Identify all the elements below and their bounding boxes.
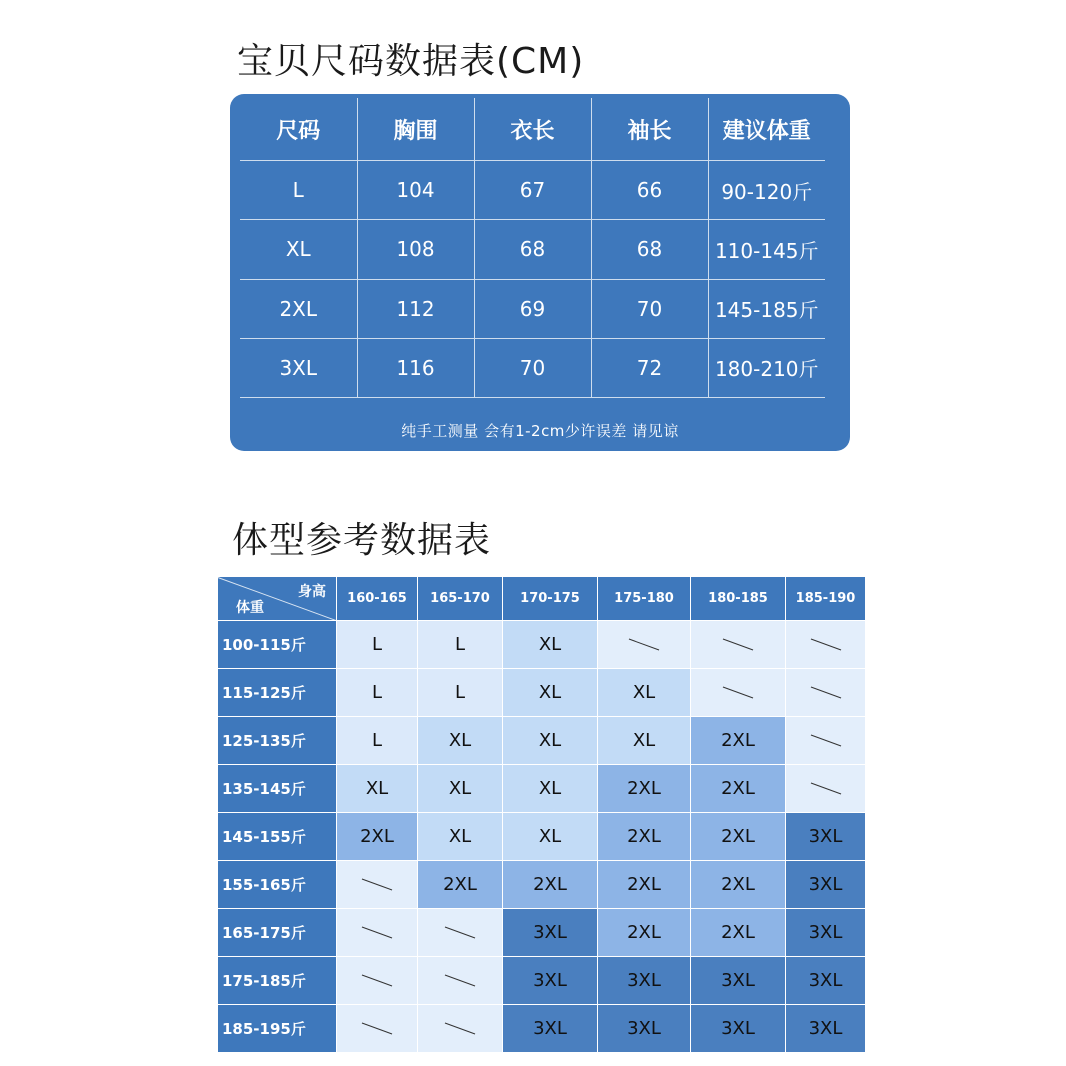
not-applicable-cell [418, 957, 502, 1004]
height-header: 175-180 [598, 577, 690, 620]
not-applicable-cell [418, 1005, 502, 1052]
height-header: 185-190 [786, 577, 865, 620]
weight-row-header: 100-115斤 [218, 621, 336, 668]
height-header: 160-165 [337, 577, 417, 620]
size-recommendation-cell: 3XL [786, 909, 865, 956]
weight-cell: 90-120斤 [708, 161, 825, 220]
slash-mark [445, 1023, 475, 1035]
size-recommendation-cell: 2XL [598, 909, 690, 956]
size-recommendation-cell: 3XL [598, 1005, 690, 1052]
body-type-grid [218, 577, 861, 1052]
size-recommendation-cell: 2XL [598, 813, 690, 860]
corner-header [218, 577, 336, 620]
size-recommendation-cell: 3XL [691, 1005, 785, 1052]
size-cell: L [240, 161, 357, 220]
size-recommendation-cell: XL [418, 765, 502, 812]
size-cell: 2XL [240, 279, 357, 338]
height-header: 180-185 [691, 577, 785, 620]
size-recommendation-cell: 3XL [786, 813, 865, 860]
weight-cell: 145-185斤 [708, 279, 825, 338]
size-recommendation-cell: 2XL [691, 861, 785, 908]
size-cell: XL [240, 220, 357, 279]
sleeve-cell: 68 [591, 220, 708, 279]
size-recommendation-cell: L [337, 717, 417, 764]
slash-mark [362, 927, 392, 939]
table-row [240, 279, 825, 338]
weight-row-header: 175-185斤 [218, 957, 336, 1004]
size-recommendation-cell: 2XL [691, 813, 785, 860]
size-recommendation-cell: 2XL [598, 765, 690, 812]
height-axis-label: 身高 [298, 584, 326, 600]
size-chart-table [240, 98, 825, 398]
size-recommendation-cell: 2XL [418, 861, 502, 908]
slash-mark [445, 975, 475, 987]
header-length: 衣长 [474, 98, 591, 161]
size-recommendation-cell: XL [503, 621, 597, 668]
body-chart-title: 体型参考数据表 [232, 520, 492, 561]
table-row [240, 338, 825, 397]
slash-mark [362, 879, 392, 891]
chest-cell: 116 [357, 338, 474, 397]
not-applicable-cell [337, 1005, 417, 1052]
size-recommendation-cell: XL [503, 765, 597, 812]
size-recommendation-cell: XL [503, 813, 597, 860]
size-recommendation-cell: 2XL [503, 861, 597, 908]
not-applicable-cell [786, 717, 865, 764]
header-weight: 建议体重 [708, 98, 825, 161]
slash-mark [810, 735, 840, 747]
size-recommendation-cell: 3XL [786, 1005, 865, 1052]
sleeve-cell: 66 [591, 161, 708, 220]
weight-row-header: 115-125斤 [218, 669, 336, 716]
weight-row-header: 125-135斤 [218, 717, 336, 764]
not-applicable-cell [418, 909, 502, 956]
header-size: 尺码 [240, 98, 357, 161]
size-recommendation-cell: 3XL [786, 957, 865, 1004]
header-sleeve: 袖长 [591, 98, 708, 161]
weight-row-header: 185-195斤 [218, 1005, 336, 1052]
size-recommendation-cell: 3XL [503, 909, 597, 956]
size-recommendation-cell: L [418, 669, 502, 716]
not-applicable-cell [691, 669, 785, 716]
not-applicable-cell [786, 621, 865, 668]
not-applicable-cell [337, 957, 417, 1004]
size-recommendation-cell: 3XL [503, 957, 597, 1004]
size-chart-header-row [240, 98, 825, 161]
sleeve-cell: 70 [591, 279, 708, 338]
size-recommendation-cell: XL [337, 765, 417, 812]
weight-axis-label: 体重 [236, 600, 264, 616]
size-recommendation-cell: 3XL [786, 861, 865, 908]
not-applicable-cell [337, 909, 417, 956]
size-recommendation-cell: 3XL [691, 957, 785, 1004]
size-recommendation-cell: XL [598, 717, 690, 764]
size-recommendation-cell: 3XL [598, 957, 690, 1004]
weight-cell: 180-210斤 [708, 338, 825, 397]
size-recommendation-cell: 2XL [691, 765, 785, 812]
not-applicable-cell [691, 621, 785, 668]
chest-cell: 104 [357, 161, 474, 220]
size-recommendation-cell: L [418, 621, 502, 668]
table-row [240, 161, 825, 220]
chest-cell: 108 [357, 220, 474, 279]
slash-mark [810, 639, 840, 651]
not-applicable-cell [786, 765, 865, 812]
sleeve-cell: 72 [591, 338, 708, 397]
length-cell: 67 [474, 161, 591, 220]
size-recommendation-cell: L [337, 621, 417, 668]
table-row [240, 220, 825, 279]
weight-row-header: 155-165斤 [218, 861, 336, 908]
size-recommendation-cell: L [337, 669, 417, 716]
slash-mark [629, 639, 659, 651]
weight-cell: 110-145斤 [708, 220, 825, 279]
size-recommendation-cell: XL [418, 813, 502, 860]
height-header: 170-175 [503, 577, 597, 620]
weight-row-header: 135-145斤 [218, 765, 336, 812]
size-recommendation-cell: XL [418, 717, 502, 764]
slash-mark [445, 927, 475, 939]
weight-row-header: 165-175斤 [218, 909, 336, 956]
size-recommendation-cell: 3XL [503, 1005, 597, 1052]
size-chart-title: 宝贝尺码数据表(CM) [237, 41, 585, 82]
size-chart-card [230, 94, 850, 451]
header-chest: 胸围 [357, 98, 474, 161]
size-cell: 3XL [240, 338, 357, 397]
measurement-note: 纯手工测量 会有1-2cm少许误差 请见谅 [401, 422, 679, 440]
length-cell: 70 [474, 338, 591, 397]
length-cell: 68 [474, 220, 591, 279]
not-applicable-cell [337, 861, 417, 908]
slash-mark [723, 639, 753, 651]
not-applicable-cell [786, 669, 865, 716]
size-recommendation-cell: XL [503, 669, 597, 716]
size-recommendation-cell: XL [503, 717, 597, 764]
chest-cell: 112 [357, 279, 474, 338]
size-recommendation-cell: 2XL [337, 813, 417, 860]
weight-row-header: 145-155斤 [218, 813, 336, 860]
size-recommendation-cell: 2XL [691, 717, 785, 764]
slash-mark [810, 783, 840, 795]
size-recommendation-cell: 2XL [691, 909, 785, 956]
size-recommendation-cell: 2XL [598, 861, 690, 908]
size-recommendation-cell: XL [598, 669, 690, 716]
height-header: 165-170 [418, 577, 502, 620]
slash-mark [362, 1023, 392, 1035]
slash-mark [810, 687, 840, 699]
not-applicable-cell [598, 621, 690, 668]
slash-mark [362, 975, 392, 987]
slash-mark [723, 687, 753, 699]
length-cell: 69 [474, 279, 591, 338]
